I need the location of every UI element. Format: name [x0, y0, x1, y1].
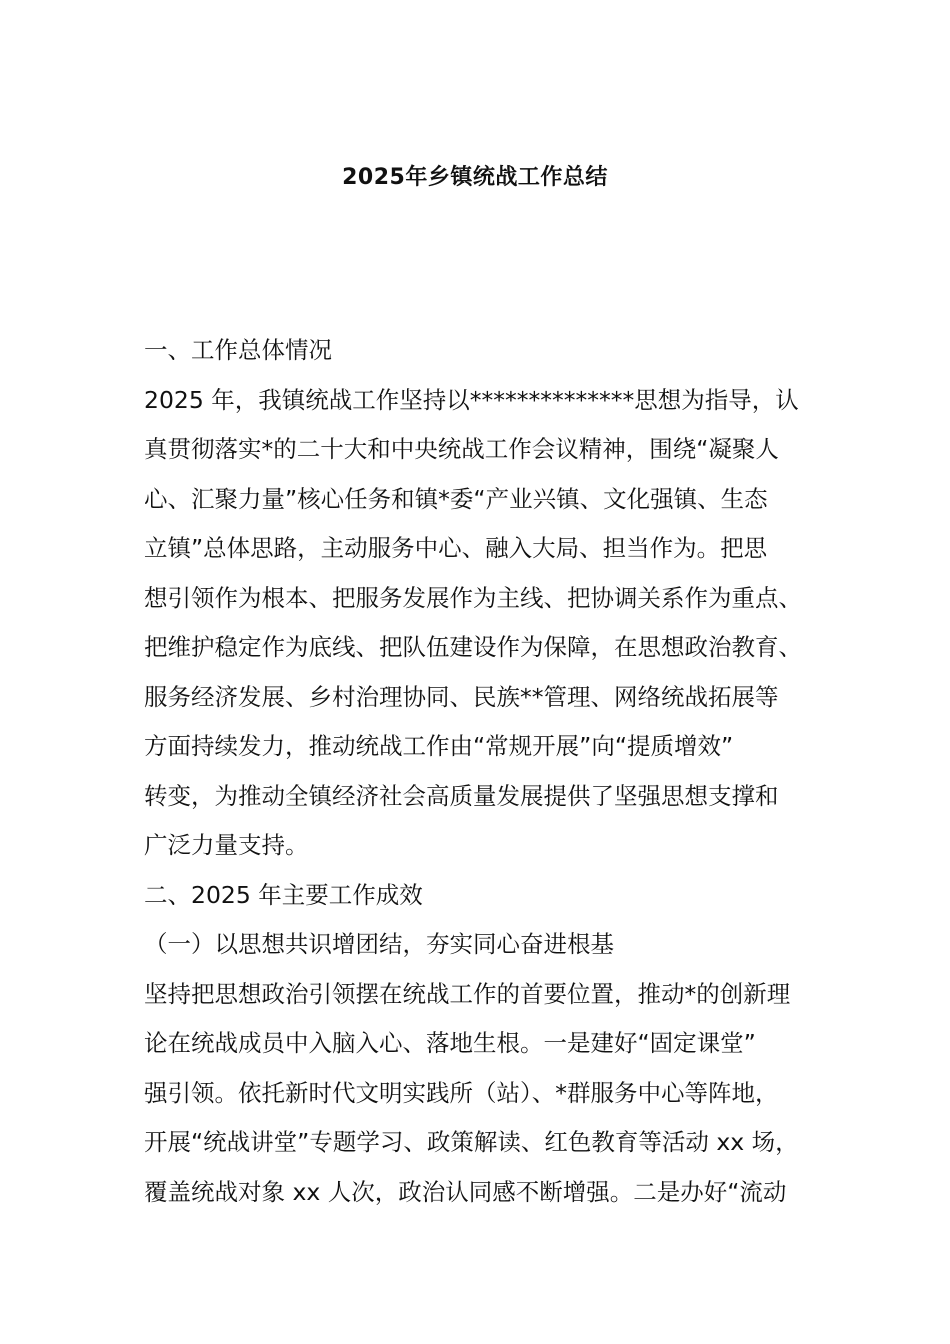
section-heading-2: 二、2025 年主要工作成效 — [144, 880, 423, 909]
paragraph-line: 立镇”总体思路，主动服务中心、融入大局、担当作为。把思 — [144, 534, 768, 562]
paragraph-line: 坚持把思想政治引领摆在统战工作的首要位置，推动*的创新理 — [144, 979, 791, 1008]
paragraph-line: 转变，为推动全镇经济社会高质量发展提供了坚强思想支撑和 — [144, 781, 779, 810]
paragraph-line: 2025 年，我镇统战工作坚持以**************思想为指导，认 — [144, 385, 799, 414]
paragraph-line: 方面持续发力，推动统战工作由“常规开展”向“提质增效” — [144, 732, 734, 760]
paragraph-line: 论在统战成员中入脑入心、落地生根。一是建好“固定课堂” — [144, 1029, 756, 1057]
subsection-heading-1: （一）以思想共识增团结，夯实同心奋进根基 — [144, 930, 614, 958]
paragraph-line: 广泛力量支持。 — [144, 831, 309, 859]
document-body — [144, 326, 824, 1217]
paragraph-line: 想引领作为根本、把服务发展作为主线、把协调关系作为重点、 — [144, 583, 802, 612]
paragraph-line: 强引领。依托新时代文明实践所（站）、*群服务中心等阵地， — [144, 1078, 779, 1107]
section-heading-1: 一、工作总体情况 — [144, 336, 332, 364]
paragraph-line: 服务经济发展、乡村治理协同、民族**管理、网络统战拓展等 — [144, 682, 779, 711]
document-title: 2025年乡镇统战工作总结 — [342, 165, 608, 190]
paragraph-line: 真贯彻落实*的二十大和中央统战工作会议精神，围绕“凝聚人 — [144, 435, 779, 463]
paragraph-line: 心、汇聚力量”核心任务和镇*委“产业兴镇、文化强镇、生态 — [144, 484, 768, 513]
paragraph-line: 覆盖统战对象 xx 人次，政治认同感不断增强。二是办好“流动 — [144, 1177, 787, 1206]
paragraph-line: 开展“统战讲堂”专题学习、政策解读、红色教育等活动 xx 场， — [144, 1128, 799, 1156]
paragraph-line: 把维护稳定作为底线、把队伍建设作为保障，在思想政治教育、 — [144, 633, 802, 661]
